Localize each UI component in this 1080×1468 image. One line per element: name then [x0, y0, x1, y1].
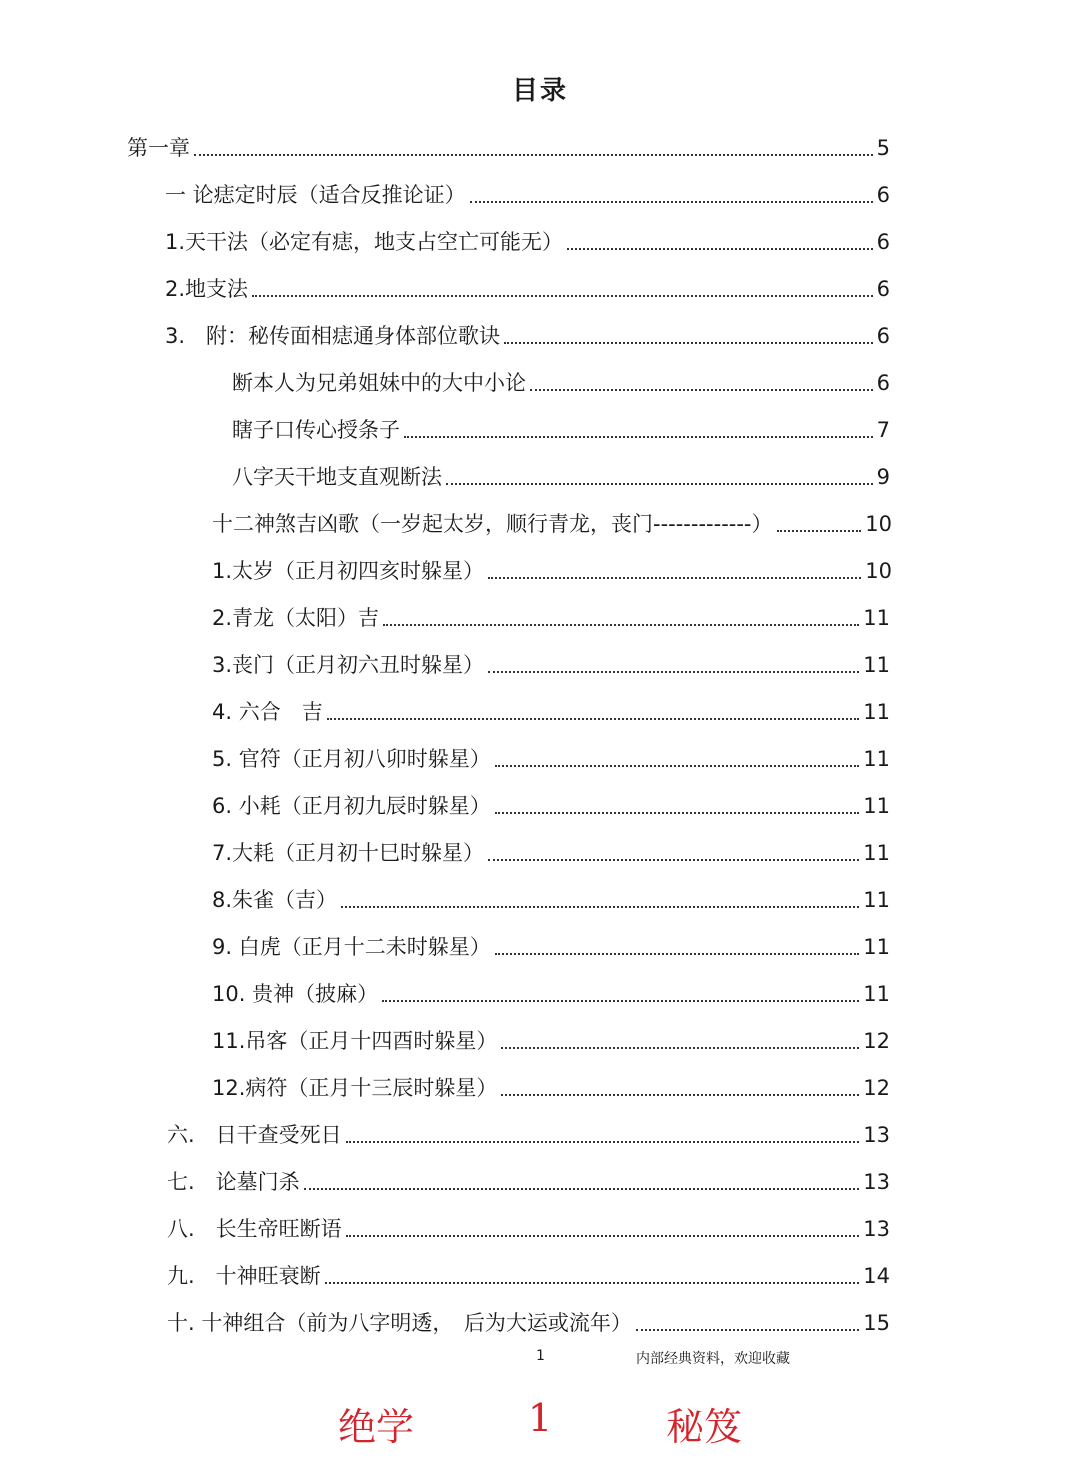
toc-leader-dots — [495, 765, 860, 767]
toc-leader-dots — [488, 577, 861, 579]
toc-entry-label: 一 论痣定时辰（适合反推论证） — [165, 183, 466, 207]
toc-leader-dots — [382, 1000, 859, 1002]
toc-entry — [212, 541, 892, 585]
toc-leader-dots — [636, 1329, 859, 1331]
toc-entry — [167, 1105, 890, 1149]
toc-entry — [167, 1293, 890, 1337]
toc-entry-page: 6 — [876, 230, 890, 254]
toc-entry — [212, 1058, 890, 1102]
toc-leader-dots — [488, 671, 859, 673]
toc-leader-dots — [495, 953, 860, 955]
toc-entry — [167, 1152, 890, 1196]
toc-entry-label: 八字天干地支直观断法 — [232, 465, 442, 489]
toc-entry-label: 八. 长生帝旺断语 — [167, 1217, 342, 1241]
toc-entry — [165, 306, 890, 350]
toc-leader-dots — [383, 624, 859, 626]
toc-entry-page: 11 — [863, 888, 890, 912]
toc-leader-dots — [495, 812, 860, 814]
toc-entry-label: 九. 十神旺衰断 — [167, 1264, 321, 1288]
toc-entry-page: 12 — [863, 1029, 890, 1053]
toc-entry-label: 4. 六合 吉 — [212, 700, 323, 724]
toc-entry — [212, 917, 890, 961]
toc-entry-page: 6 — [876, 324, 890, 348]
toc-entry-label: 7.大耗（正月初十巳时躲星） — [212, 841, 485, 865]
toc-entry — [232, 400, 890, 444]
toc-entry-label: 十. 十神组合（前为八字明透， 后为大运或流年） — [167, 1311, 632, 1335]
toc-entry-page: 6 — [876, 277, 890, 301]
toc-leader-dots — [194, 154, 873, 156]
toc-entry-page: 11 — [863, 606, 890, 630]
banner-left-text: 绝学 — [338, 1405, 415, 1449]
toc-entry — [212, 635, 890, 679]
toc-entry-page: 9 — [876, 465, 890, 489]
toc-leader-dots — [325, 1282, 860, 1284]
toc-entry-page: 14 — [863, 1264, 890, 1288]
toc-entry-label: 8.朱雀（吉） — [212, 888, 338, 912]
toc-leader-dots — [530, 389, 873, 391]
toc-entry — [212, 494, 892, 538]
footer-page-number: 1 — [536, 1348, 545, 1364]
toc-entry-label: 3. 附：秘传面相痣通身体部位歌诀 — [165, 324, 501, 348]
toc-entry-page: 15 — [863, 1311, 890, 1335]
toc-entry — [127, 118, 890, 162]
toc-leader-dots — [777, 530, 862, 532]
toc-leader-dots — [341, 906, 859, 908]
toc-entry-page: 11 — [863, 700, 890, 724]
toc-leader-dots — [446, 483, 873, 485]
toc-entry-label: 瞎子口传心授条子 — [232, 418, 400, 442]
toc-entry-page: 11 — [863, 794, 890, 818]
toc-entry-label: 断本人为兄弟姐妹中的大中小论 — [232, 371, 526, 395]
toc-entry — [212, 870, 890, 914]
toc-leader-dots — [567, 248, 873, 250]
toc-entry-page: 11 — [863, 653, 890, 677]
toc-entry-page: 6 — [876, 183, 890, 207]
toc-entry-page: 11 — [863, 841, 890, 865]
toc-leader-dots — [504, 342, 873, 344]
toc-entry-label: 1.太岁（正月初四亥时躲星） — [212, 559, 485, 583]
toc-entry — [212, 776, 890, 820]
toc-entry-label: 3.丧门（正月初六丑时躲星） — [212, 653, 485, 677]
toc-entry-page: 7 — [876, 418, 890, 442]
toc-entry-page: 5 — [876, 136, 890, 160]
toc-entry — [167, 1199, 890, 1243]
toc-entry-label: 9. 白虎（正月十二未时躲星） — [212, 935, 491, 959]
toc-leader-dots — [327, 718, 860, 720]
toc-entry — [212, 823, 890, 867]
toc-entry-page: 13 — [863, 1123, 890, 1147]
toc-leader-dots — [304, 1188, 860, 1190]
toc-entry — [212, 964, 890, 1008]
toc-entry-page: 13 — [863, 1217, 890, 1241]
toc-leader-dots — [501, 1047, 859, 1049]
toc-entry-page: 11 — [863, 935, 890, 959]
toc-entry — [232, 447, 890, 491]
toc-entry-label: 10. 贵神（披麻） — [212, 982, 379, 1006]
toc-entry-page: 12 — [863, 1076, 890, 1100]
toc-entry-page: 10 — [865, 512, 892, 536]
toc-entry — [165, 165, 890, 209]
footer-note: 内部经典资料，欢迎收藏 — [636, 1351, 790, 1367]
toc-entry-page: 11 — [863, 747, 890, 771]
toc-leader-dots — [501, 1094, 859, 1096]
toc-entry — [232, 353, 890, 397]
toc-entry-label: 6. 小耗（正月初九辰时躲星） — [212, 794, 491, 818]
toc-entry — [165, 259, 890, 303]
page-footer — [0, 1348, 1080, 1372]
toc-entry-page: 11 — [863, 982, 890, 1006]
toc-entry-label: 2.青龙（太阳）吉 — [212, 606, 380, 630]
toc-entry — [212, 1011, 890, 1055]
red-banner — [0, 1396, 1080, 1456]
toc-entry — [165, 212, 890, 256]
toc-entry-label: 2.地支法 — [165, 277, 249, 301]
toc-entry-page: 10 — [865, 559, 892, 583]
toc-entry — [212, 588, 890, 632]
toc-leader-dots — [346, 1235, 860, 1237]
toc-leader-dots — [470, 201, 873, 203]
toc-leader-dots — [488, 859, 859, 861]
toc-entry-label: 七. 论墓门杀 — [167, 1170, 300, 1194]
banner-right-text: 秘笈 — [666, 1405, 743, 1449]
toc-entry-label: 第一章 — [127, 136, 190, 160]
toc-entry-page: 6 — [876, 371, 890, 395]
toc-entry-label: 5. 官符（正月初八卯时躲星） — [212, 747, 491, 771]
toc-leader-dots — [404, 436, 873, 438]
toc-entry-label: 12.病符（正月十三辰时躲星） — [212, 1076, 498, 1100]
banner-center-text: 1 — [528, 1396, 553, 1440]
toc-entry-label: 11.吊客（正月十四酉时躲星） — [212, 1029, 498, 1053]
toc-entry — [212, 729, 890, 773]
toc-entry-page: 13 — [863, 1170, 890, 1194]
toc-entry-label: 1.天干法（必定有痣，地支占空亡可能无） — [165, 230, 564, 254]
toc-entry — [167, 1246, 890, 1290]
toc-leader-dots — [252, 295, 873, 297]
toc-entry — [212, 682, 890, 726]
toc-leader-dots — [346, 1141, 860, 1143]
toc-entry-label: 十二神煞吉凶歌（一岁起太岁，顺行青龙，丧门-------------） — [212, 512, 773, 536]
toc-entry-label: 六. 日干查受死日 — [167, 1123, 342, 1147]
page-title: 目录 — [511, 76, 568, 106]
